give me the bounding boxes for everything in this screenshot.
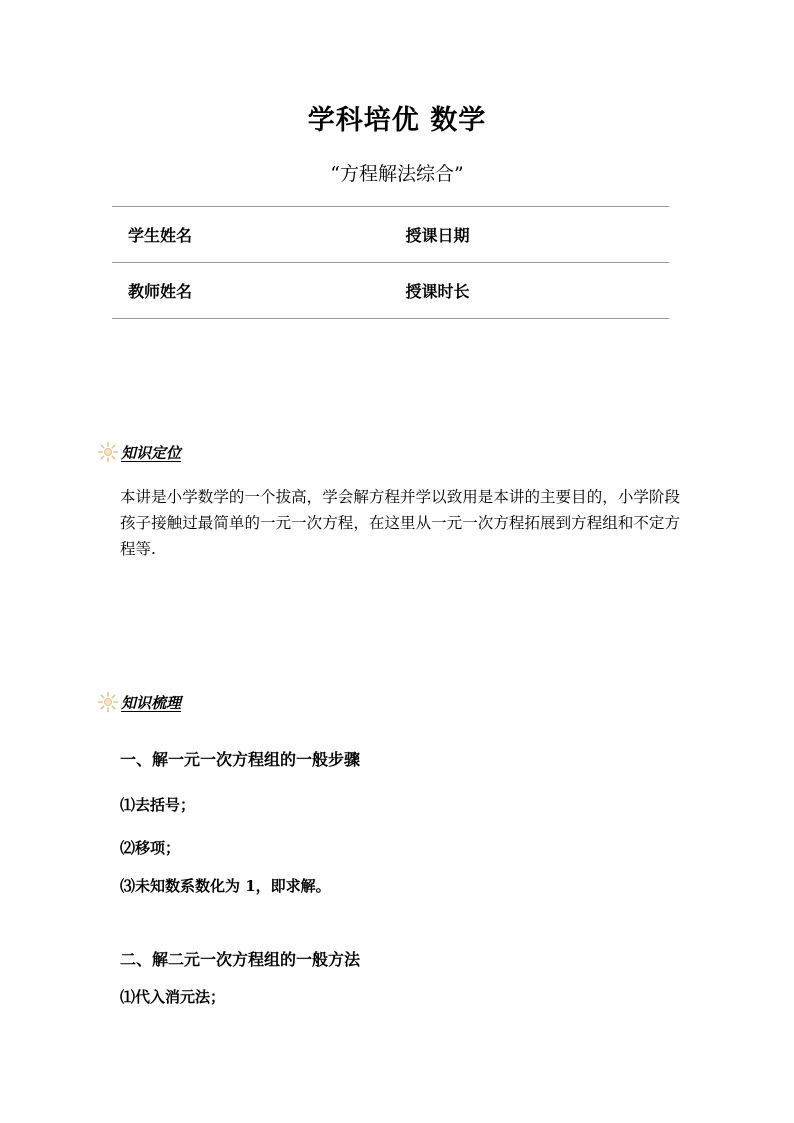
table-row bbox=[112, 207, 669, 263]
heading-linear-one-var: 一、解一元一次方程组的一般步骤 bbox=[120, 750, 361, 769]
list-item: ⑴去括号； bbox=[120, 796, 196, 814]
lesson-duration-label: 授课时长 bbox=[391, 263, 670, 319]
heading-linear-two-var: 二、解二元一次方程组的一般方法 bbox=[120, 950, 361, 969]
student-name-label: 学生姓名 bbox=[112, 207, 391, 263]
sun-icon bbox=[97, 691, 119, 713]
list-item: ⑶未知数系数化为 1，即求解。 bbox=[120, 877, 331, 895]
section-label: 知识梳理 bbox=[121, 693, 182, 712]
teacher-name-label: 教师姓名 bbox=[112, 263, 391, 319]
section-knowledge-positioning bbox=[97, 441, 181, 463]
section-label: 知识定位 bbox=[121, 443, 182, 462]
info-table bbox=[112, 206, 669, 319]
table-row bbox=[112, 263, 669, 319]
sun-icon bbox=[97, 441, 119, 463]
list-item: ⑵移项； bbox=[120, 839, 181, 857]
intro-paragraph: 本讲是小学数学的一个拔高，学会解方程并学以致用是本讲的主要目的，小学阶段孩子接触过最简单的一元一次方程，在这里从一元一次方程拓展到方程组和不定方程等. bbox=[120, 488, 680, 558]
lesson-date-label: 授课日期 bbox=[391, 207, 670, 263]
list-item: ⑴代入消元法； bbox=[120, 988, 226, 1006]
section-knowledge-outline bbox=[97, 691, 181, 713]
page-subtitle: “方程解法综合” bbox=[330, 163, 464, 185]
page-title: 学科培优 数学 bbox=[307, 105, 487, 136]
